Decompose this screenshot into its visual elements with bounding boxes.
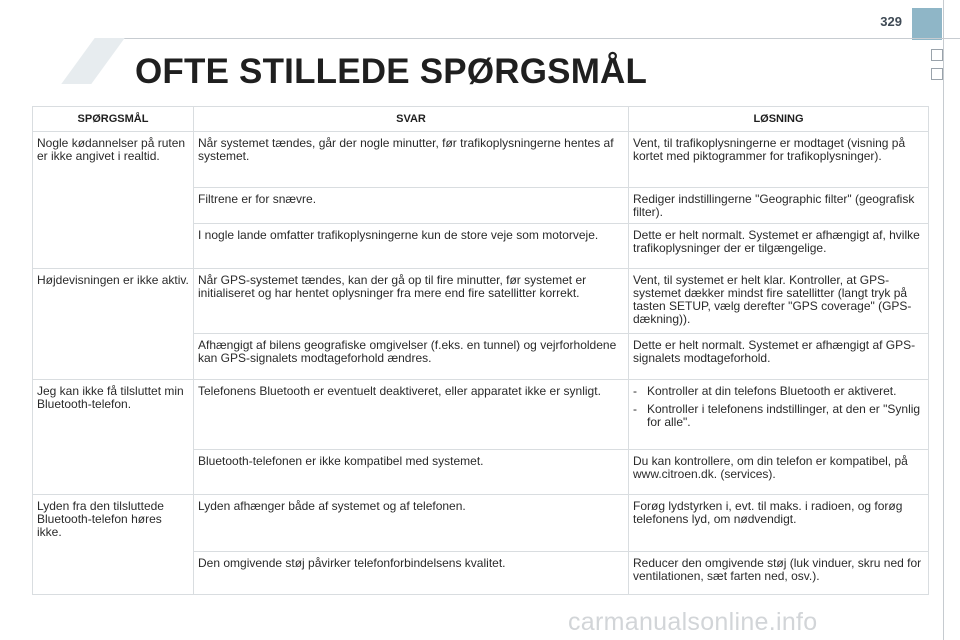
- watermark: carmanualsonline.info: [568, 608, 818, 636]
- solution-cell: Vent, til trafikoplysningerne er modtaget (visning på kortet med piktogrammer for trafikoplysninger).: [629, 132, 929, 188]
- page-number: 329: [880, 14, 902, 29]
- table-row: [33, 269, 929, 334]
- question-cell: Jeg kan ikke få tilsluttet min Bluetooth-telefon.: [33, 380, 194, 495]
- question-cell: Nogle kødannelser på ruten er ikke angivet i realtid.: [33, 132, 194, 269]
- solution-cell: Du kan kontrollere, om din telefon er kompatibel, på www.citroen.dk. (services).: [629, 450, 929, 495]
- answer-cell: Telefonens Bluetooth er eventuelt deaktiveret, eller apparatet ikke er synligt.: [194, 380, 629, 450]
- solution-cell: [629, 380, 929, 450]
- answer-cell: Filtrene er for snævre.: [194, 188, 629, 224]
- answer-cell: Bluetooth-telefonen er ikke kompatibel med systemet.: [194, 450, 629, 495]
- bullet-text: Kontroller i telefonens indstillinger, at den er "Synlig for alle".: [647, 402, 921, 429]
- page-corner-tab: [912, 8, 942, 40]
- answer-cell: Når systemet tændes, går der nogle minutter, før trafikoplysningerne hentes af systemet.: [194, 132, 629, 188]
- question-cell: Lyden fra den tilsluttede Bluetooth-telefon høres ikke.: [33, 495, 194, 595]
- solution-bullet: [633, 385, 924, 398]
- title-rule: [110, 38, 960, 39]
- header-solution: LØSNING: [629, 107, 929, 132]
- question-cell: Højdevisningen er ikke aktiv.: [33, 269, 194, 380]
- title-accent-bar: [61, 38, 124, 84]
- side-checkbox-2: [931, 68, 943, 80]
- table-row: [33, 495, 929, 552]
- header-answer: SVAR: [194, 107, 629, 132]
- solution-cell: Forøg lydstyrken i, evt. til maks. i radioen, og forøg telefonens lyd, om nødvendigt.: [629, 495, 929, 552]
- side-margin-line: [943, 0, 944, 640]
- solution-bullet: [633, 403, 924, 429]
- answer-cell: Afhængigt af bilens geografiske omgivelser (f.eks. en tunnel) og vejrforholdene kan GPS-signalets modtageforhold ændres.: [194, 334, 629, 380]
- solution-cell: Dette er helt normalt. Systemet er afhængigt af, hvilke trafikoplysninger der er tilgængelige.: [629, 224, 929, 269]
- page-title: OFTE STILLEDE SPØRGSMÅL: [135, 52, 648, 91]
- table-row: [33, 132, 929, 188]
- answer-cell: Når GPS-systemet tændes, kan der gå op til fire minutter, før systemet er initialiseret og har hentet oplysninger fra mere end fire satellitter korrekt.: [194, 269, 629, 334]
- table-header-row: [33, 107, 929, 132]
- answer-cell: Den omgivende støj påvirker telefonforbindelsens kvalitet.: [194, 552, 629, 595]
- faq-table: [32, 106, 929, 595]
- bullet-dash: -: [633, 384, 637, 398]
- answer-cell: I nogle lande omfatter trafikoplysningerne kun de store veje som motorveje.: [194, 224, 629, 269]
- bullet-text: Kontroller at din telefons Bluetooth er aktiveret.: [647, 384, 897, 398]
- solution-cell: Vent, til systemet er helt klar. Kontroller, at GPS-systemet dækker mindst fire satellitter (langt tryk på tasten SETUP, vælg derefter "GPS coverage" (GPS-dækning)).: [629, 269, 929, 334]
- solution-cell: Reducer den omgivende støj (luk vinduer, skru ned for ventilationen, sæt farten ned, osv.).: [629, 552, 929, 595]
- solution-cell: Rediger indstillingerne "Geographic filter" (geografisk filter).: [629, 188, 929, 224]
- bullet-dash: -: [633, 402, 637, 416]
- table-row: [33, 380, 929, 450]
- header-question: SPØRGSMÅL: [33, 107, 194, 132]
- side-checkbox-1: [931, 49, 943, 61]
- answer-cell: Lyden afhænger både af systemet og af telefonen.: [194, 495, 629, 552]
- solution-cell: Dette er helt normalt. Systemet er afhængigt af GPS-signalets modtageforhold.: [629, 334, 929, 380]
